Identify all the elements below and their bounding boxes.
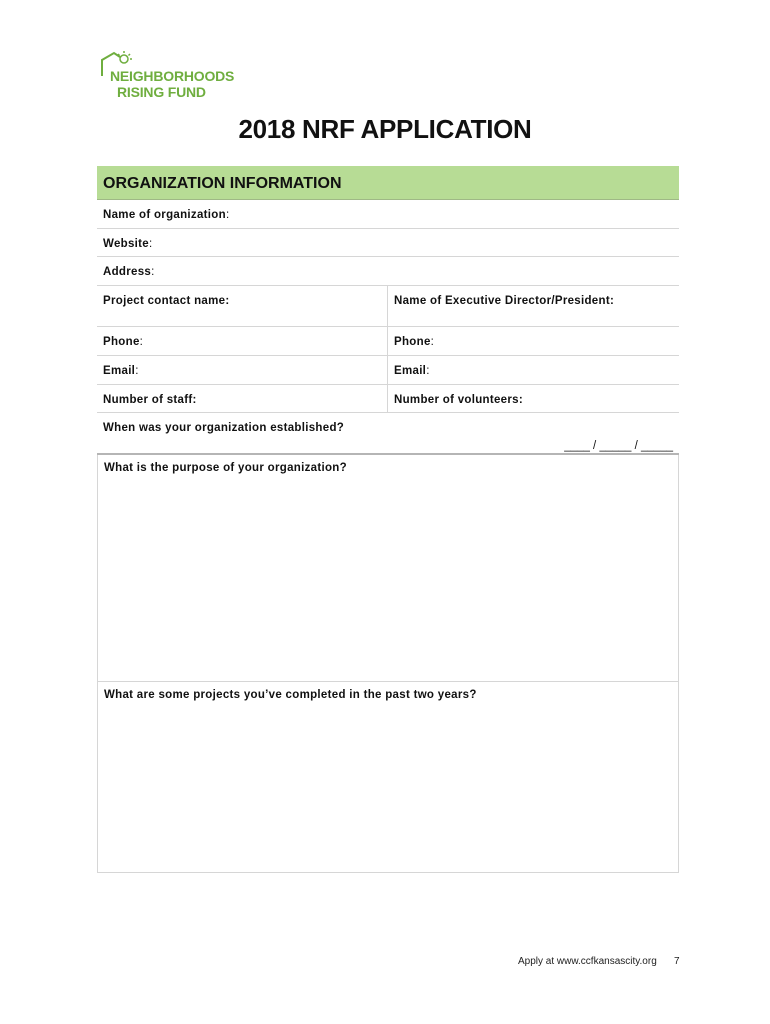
address-field[interactable]: Address: (97, 257, 679, 286)
projects-label: What are some projects you’ve completed in the past two years? (104, 689, 477, 701)
footer-website: Apply at www.ccfkansascity.org (518, 956, 657, 967)
page-title: 2018 NRF APPLICATION (238, 114, 532, 144)
project-contact-field[interactable] (97, 286, 388, 326)
established-label: When was your organization established? (103, 422, 345, 434)
purpose-field[interactable] (97, 455, 679, 682)
staff-field[interactable] (97, 385, 388, 412)
phone-row (97, 327, 679, 356)
email-field-left[interactable]: Email: (97, 356, 388, 384)
org-name-field[interactable]: Name of organization: (97, 200, 679, 229)
section-header: ORGANIZATION INFORMATION (97, 166, 679, 200)
logo-line-2: RISING FUND (117, 84, 206, 100)
org-name-label: Name of organization (103, 209, 226, 221)
purpose-label: What is the purpose of your organization? (104, 462, 347, 474)
phone-label-left: Phone (103, 336, 140, 348)
address-label: Address (103, 266, 152, 278)
email-row (97, 356, 679, 385)
website-label: Website (103, 238, 149, 250)
email-label-right: Email (394, 365, 427, 377)
staff-row (97, 385, 679, 413)
website-field[interactable]: Website: (97, 229, 679, 257)
logo-line-1: NEIGHBORHOODS (110, 68, 235, 84)
projects-field[interactable] (97, 682, 679, 873)
page-number: 7 (674, 956, 680, 967)
email-field-right[interactable]: Email: (394, 365, 430, 377)
project-contact-label: Project contact name: (103, 295, 230, 307)
phone-label-right: Phone (394, 336, 431, 348)
volunteers-label: Number of volunteers: (394, 394, 523, 406)
exec-director-label: Name of Executive Director/President: (394, 295, 615, 307)
established-field[interactable] (97, 413, 679, 455)
phone-field-left[interactable]: Phone: (97, 327, 388, 355)
phone-field-right[interactable]: Phone: (394, 336, 435, 348)
staff-label: Number of staff: (103, 394, 197, 406)
volunteers-field[interactable] (388, 385, 679, 412)
contact-row (97, 286, 679, 327)
nrf-logo (100, 50, 250, 106)
exec-director-field[interactable] (388, 286, 679, 326)
established-date-blanks: ____ / _____ / _____ (564, 440, 673, 452)
organization-form (97, 166, 679, 873)
email-label-left: Email (103, 365, 136, 377)
